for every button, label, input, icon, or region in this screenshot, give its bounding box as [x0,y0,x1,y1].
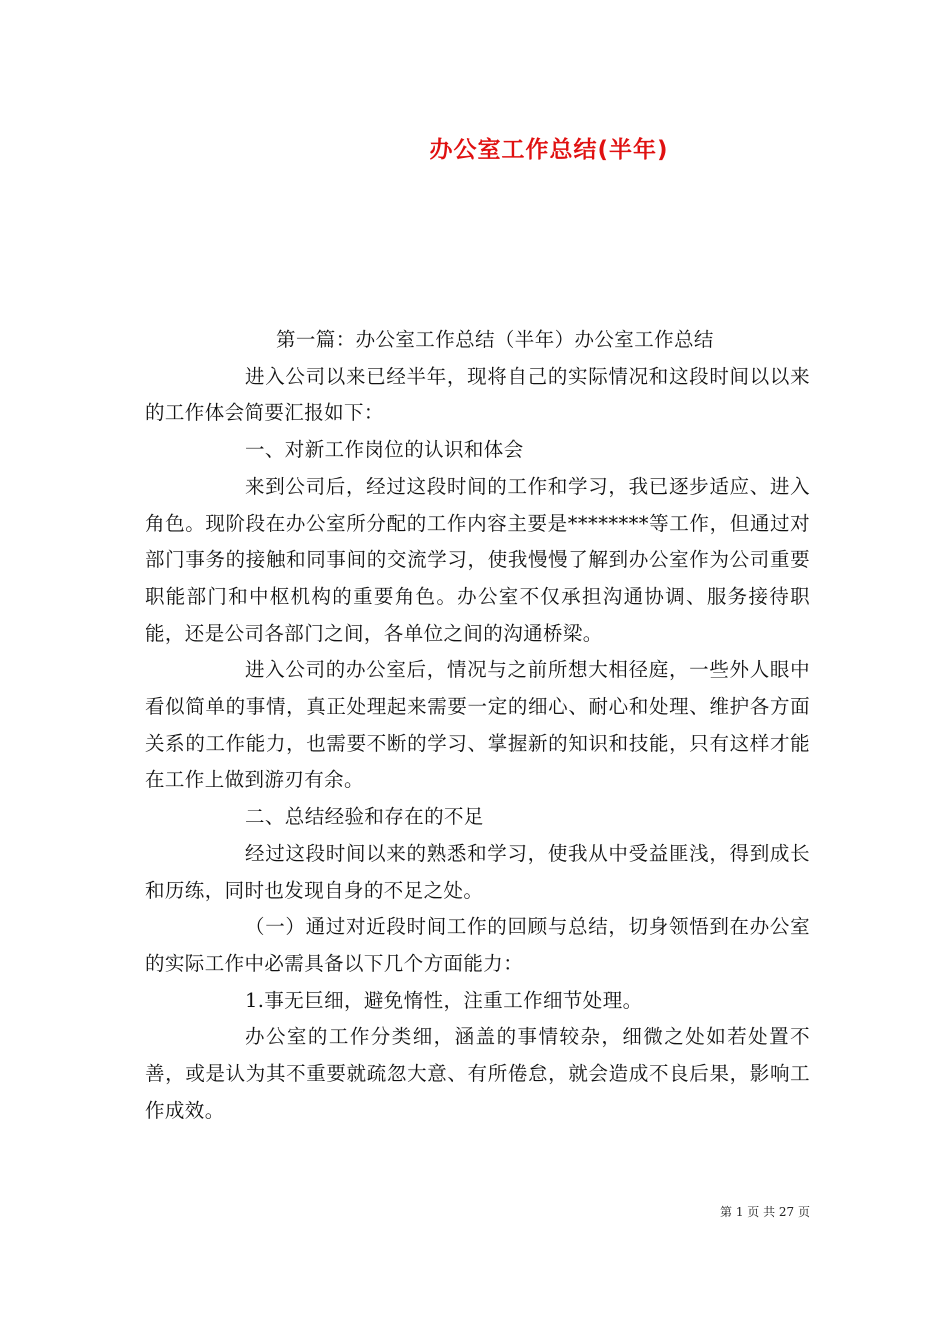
paragraph: 进入公司以来已经半年，现将自己的实际情况和这段时间以以来的工作体会简要汇报如下： [145,364,810,425]
paragraph-heading: 第一篇：办公室工作总结（半年）办公室工作总结 [276,328,714,351]
document-body [145,322,810,1129]
paragraph: 办公室的工作分类细，涵盖的事情较杂，细微之处如若处置不善，或是认为其不重要就疏忽大意、有所倦怠，就会造成不良后果，影响工作成效。 [145,1025,810,1122]
paragraph: 来到公司后，经过这段时间的工作和学习，我已逐步适应、进入角色。现阶段在办公室所分配的工作内容主要是********等工作，但通过对部门事务的接触和同事间的交流学习，使我慢慢了解到办公室作为公司重要职能部门和中枢机构的重要角色。办公室不仅承担沟通协调、服务接待职能，还是公司各部门之间，各单位之间的沟通桥梁。 [145,474,810,645]
list-item: 1.事无巨细，避免惰性，注重工作细节处理。 [245,988,643,1012]
section-heading: 一、对新工作岗位的认识和体会 [245,438,524,462]
paragraph: （一）通过对近段时间工作的回顾与总结，切身领悟到在办公室的实际工作中必需具备以下几个方面能力： [145,915,810,975]
document-title: 办公室工作总结(半年) [429,137,669,163]
paragraph: 经过这段时间以来的熟悉和学习，使我从中受益匪浅，得到成长和历练，同时也发现自身的不足之处。 [145,841,810,902]
paragraph: 进入公司的办公室后，情况与之前所想大相径庭，一些外人眼中看似简单的事情，真正处理起来需要一定的细心、耐心和处理、维护各方面关系的工作能力，也需要不断的学习、掌握新的知识和技能，只有这样才能在工作上做到游刃有余。 [145,658,810,792]
section-heading: 二、总结经验和存在的不足 [245,805,484,829]
page-number-footer: 第 1 页 共 27 页 [720,1205,810,1219]
